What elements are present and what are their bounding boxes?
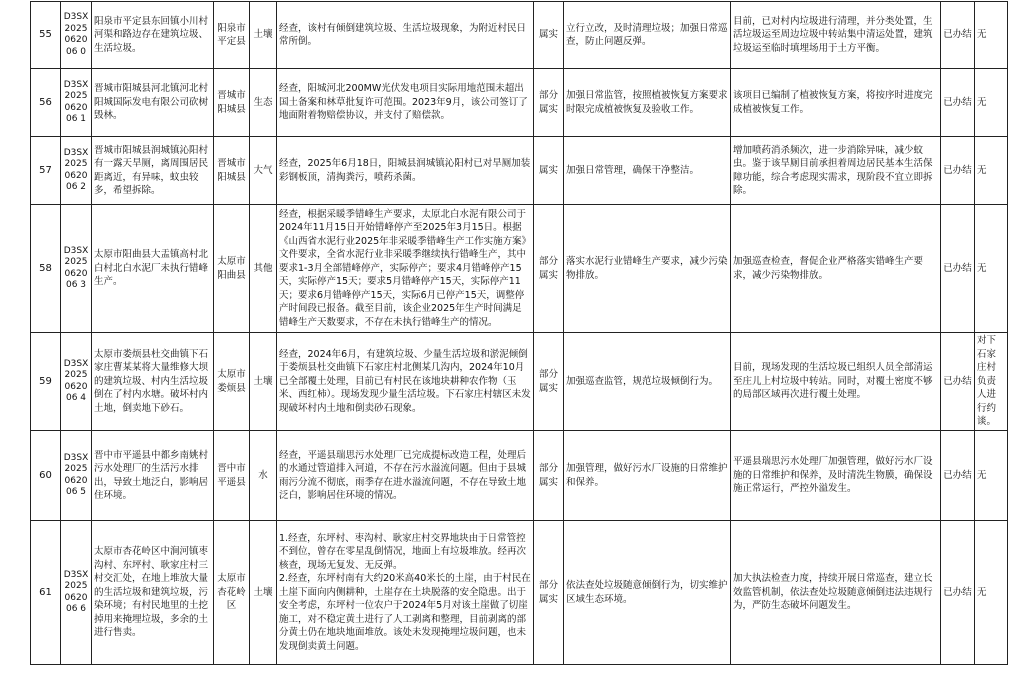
case-code-cell: D3SX2025062006 1: [61, 69, 92, 137]
verdict-cell: 部分属实: [534, 521, 564, 665]
pollution-type-cell: 生态: [250, 69, 277, 137]
row-number-cell: 58: [31, 205, 61, 333]
rectification-plan-cell: 加强管理，做好污水厂设施的日常维护和保养。: [564, 431, 731, 521]
table-row: [31, 2, 1008, 69]
pollution-type-cell: 大气: [250, 137, 277, 205]
status-cell: 已办结: [941, 431, 975, 521]
case-code-cell: D3SX2025062006 4: [61, 333, 92, 431]
verdict-cell: 部分属实: [534, 333, 564, 431]
investigation-result-cell: 经查，2025年6月18日，阳城县润城镇沁阳村已对旱厕加装彩钢板顶，清掏粪污，喷药杀菌。: [277, 137, 534, 205]
row-number-cell: 60: [31, 431, 61, 521]
pollution-type-cell: 土壤: [250, 2, 277, 69]
investigation-result-cell: 经查，平遥县瑞思污水处理厂已完成提标改造工程，处理后的水通过管道排入河道，不存在污水溢流问题。但由于县城雨污分流不彻底，雨季存在进水溢流问题，不存在导致土地泛白，影响居住环境的情况。: [277, 431, 534, 521]
accountability-cell: 无: [975, 431, 1008, 521]
table-row: [31, 69, 1008, 137]
accountability-cell: 无: [975, 521, 1008, 665]
rectification-plan-cell: 立行立改，及时清理垃圾；加强日常巡查，防止问题反弹。: [564, 2, 731, 69]
verdict-cell: 属实: [534, 2, 564, 69]
pollution-type-cell: 土壤: [250, 333, 277, 431]
region-cell: 太原市娄烦县: [214, 333, 250, 431]
status-cell: 已办结: [941, 69, 975, 137]
accountability-cell: 无: [975, 69, 1008, 137]
case-code-cell: D3SX2025062006 0: [61, 2, 92, 69]
accountability-cell: 无: [975, 2, 1008, 69]
region-cell: 太原市阳曲县: [214, 205, 250, 333]
rectification-plan-cell: 加强日常监管，按照植被恢复方案要求时限完成植被恢复及验收工作。: [564, 69, 731, 137]
rectification-progress-cell: 目前，已对村内垃圾进行清理，并分类处置，生活垃圾运至周边垃圾中转站集中清运处置，建筑垃圾运至临时填埋场用于土方平衡。: [731, 2, 941, 69]
region-cell: 太原市杏花岭区: [214, 521, 250, 665]
rectification-progress-cell: 增加喷药消杀频次，进一步消除异味，减少蚊虫。鉴于该旱厕目前承担着周边居民基本生活保障功能，综合考虑现实需求，现阶段不宜立即拆除。: [731, 137, 941, 205]
row-number-cell: 55: [31, 2, 61, 69]
table-row: [31, 431, 1008, 521]
complaint-text-cell: 晋城市阳城县河北镇河北村阳城国际发电有限公司砍树毁林。: [92, 69, 214, 137]
investigation-result-cell: 经查，该村有倾倒建筑垃圾、生活垃圾现象，为附近村民日常所倒。: [277, 2, 534, 69]
verdict-cell: 属实: [534, 137, 564, 205]
pollution-type-cell: 水: [250, 431, 277, 521]
pollution-type-cell: 其他: [250, 205, 277, 333]
investigation-result-cell: 经查，2024年6月，有建筑垃圾、少量生活垃圾和淤泥倾倒于娄烦县杜交曲镇下石家庄村北侧某几沟内，2024年10月已全部覆土处理，目前已有村民在该地块耕种农作物（玉米、西红柿）。现场发现少量生活垃圾。下石家庄村辖区未发现破坏村内土地和倒卖砂石现象。: [277, 333, 534, 431]
region-cell: 阳泉市平定县: [214, 2, 250, 69]
region-cell: 晋城市阳城县: [214, 137, 250, 205]
status-cell: 已办结: [941, 521, 975, 665]
rectification-plan-cell: 落实水泥行业错峰生产要求，减少污染物排放。: [564, 205, 731, 333]
table-row: [31, 333, 1008, 431]
verdict-cell: 部分属实: [534, 69, 564, 137]
table-row: [31, 521, 1008, 665]
complaint-text-cell: 阳泉市平定县东回镇小川村河渠和路边存在建筑垃圾、生活垃圾。: [92, 2, 214, 69]
rectification-progress-cell: 该项目已编制了植被恢复方案，将按序时进度完成植被恢复工作。: [731, 69, 941, 137]
verdict-cell: 部分属实: [534, 431, 564, 521]
row-number-cell: 56: [31, 69, 61, 137]
rectification-plan-cell: 加强日常管理，确保干净整洁。: [564, 137, 731, 205]
investigation-result-cell: 经查，阳城河北200MW光伏发电项目实际用地范围未超出国土备案和林草批复许可范围。2023年9月，该公司签订了地面附着物赔偿协议，并支付了赔偿款。: [277, 69, 534, 137]
accountability-cell: 对下石家庄村负责人进行约谈。: [975, 333, 1008, 431]
status-cell: 已办结: [941, 2, 975, 69]
pollution-type-cell: 土壤: [250, 521, 277, 665]
row-number-cell: 61: [31, 521, 61, 665]
status-cell: 已办结: [941, 333, 975, 431]
case-code-cell: D3SX2025062006 6: [61, 521, 92, 665]
rectification-progress-cell: 加强巡查检查，督促企业严格落实错峰生产要求，减少污染物排放。: [731, 205, 941, 333]
row-number-cell: 57: [31, 137, 61, 205]
status-cell: 已办结: [941, 137, 975, 205]
complaint-text-cell: 太原市杏花岭区中涧河镇枣沟村、东坪村、耿家庄村三村交汇处，在地上堆放大量的生活垃圾和建筑垃圾，污染环境；有村民地里的土挖掉用来掩埋垃圾，多余的土进行售卖。: [92, 521, 214, 665]
investigation-result-cell: 经查，根据采暖季错峰生产要求，太原北白水泥有限公司于2024年11月15日开始错峰停产至2025年3月15日。根据《山西省水泥行业2025年非采暖季错峰生产工作实施方案》文件要求，全省水泥行业非采暖季继续执行错峰生产，其中要求1-3月全部错峰停产，实际停产；要求4月错峰停产15天，实际停产15天；要求5月错峰停产15天，实际停产11天；要求6月错峰停产15天，实际6月已停产15天，调整停产时间段已报备。截至目前，该企业2025年生产时间满足错峰生产天数要求，不存在未执行错峰生产的情况。: [277, 205, 534, 333]
rectification-plan-cell: 依法查处垃圾随意倾倒行为，切实维护区域生态环境。: [564, 521, 731, 665]
investigation-result-cell: 1.经查，东坪村、枣沟村、耿家庄村交界地块由于日常管控不到位，曾存在零星乱倒情况，地面上有垃圾堆放。经再次核查，现场无复发、无反弹。 2.经查，东坪村南有大约20米高40米长的土崖，由于村民在土崖下面向内侧耕种，土崖存在土块脱落的安全隐患。出于安全考虑，东坪村一位农户于2024年5月对该土崖做了切崖施工，对不稳定黄土进行了人工剥离和整理，目前剥离的部分黄土仍在地块地面堆放。该处未发现掩埋垃圾问题，也未发现倒卖黄土问题。: [277, 521, 534, 665]
region-cell: 晋城市阳城县: [214, 69, 250, 137]
row-number-cell: 59: [31, 333, 61, 431]
case-table: [30, 1, 1008, 665]
complaint-text-cell: 晋城市阳城县润城镇沁阳村有一露天旱厕，离周围居民距离近，有异味，蚊虫较多，希望拆除。: [92, 137, 214, 205]
complaint-text-cell: 太原市娄烦县杜交曲镇下石家庄曹某某将大量维修大坝的建筑垃圾、村内生活垃圾倒在了村内水塘。破坏村内土地，倒卖地下砂石。: [92, 333, 214, 431]
rectification-progress-cell: 目前，现场发现的生活垃圾已组织人员全部清运至庄儿上村垃圾中转站。同时，对覆土密度不够的局部区域再次进行覆土处理。: [731, 333, 941, 431]
rectification-plan-cell: 加强巡查监管，规范垃圾倾倒行为。: [564, 333, 731, 431]
case-code-cell: D3SX2025062006 2: [61, 137, 92, 205]
table-row: [31, 205, 1008, 333]
accountability-cell: 无: [975, 137, 1008, 205]
complaint-text-cell: 晋中市平遥县中都乡南姚村污水处理厂的生活污水排出，导致土地泛白，影响居住环境。: [92, 431, 214, 521]
rectification-progress-cell: 平遥县瑞思污水处理厂加强管理，做好污水厂设施的日常维护和保养，及时清洗生物膜，确保设施正常运行，严控外溢发生。: [731, 431, 941, 521]
status-cell: 已办结: [941, 205, 975, 333]
region-cell: 晋中市平遥县: [214, 431, 250, 521]
case-code-cell: D3SX2025062006 3: [61, 205, 92, 333]
accountability-cell: 无: [975, 205, 1008, 333]
complaint-text-cell: 太原市阳曲县大盂镇高村北白村北白水泥厂未执行错峰生产。: [92, 205, 214, 333]
case-code-cell: D3SX2025062006 5: [61, 431, 92, 521]
rectification-progress-cell: 加大执法检查力度，持续开展日常巡查，建立长效监管机制，依法查处垃圾随意倾倒违法违规行为，严防生态破坏问题发生。: [731, 521, 941, 665]
verdict-cell: 部分属实: [534, 205, 564, 333]
table-row: [31, 137, 1008, 205]
